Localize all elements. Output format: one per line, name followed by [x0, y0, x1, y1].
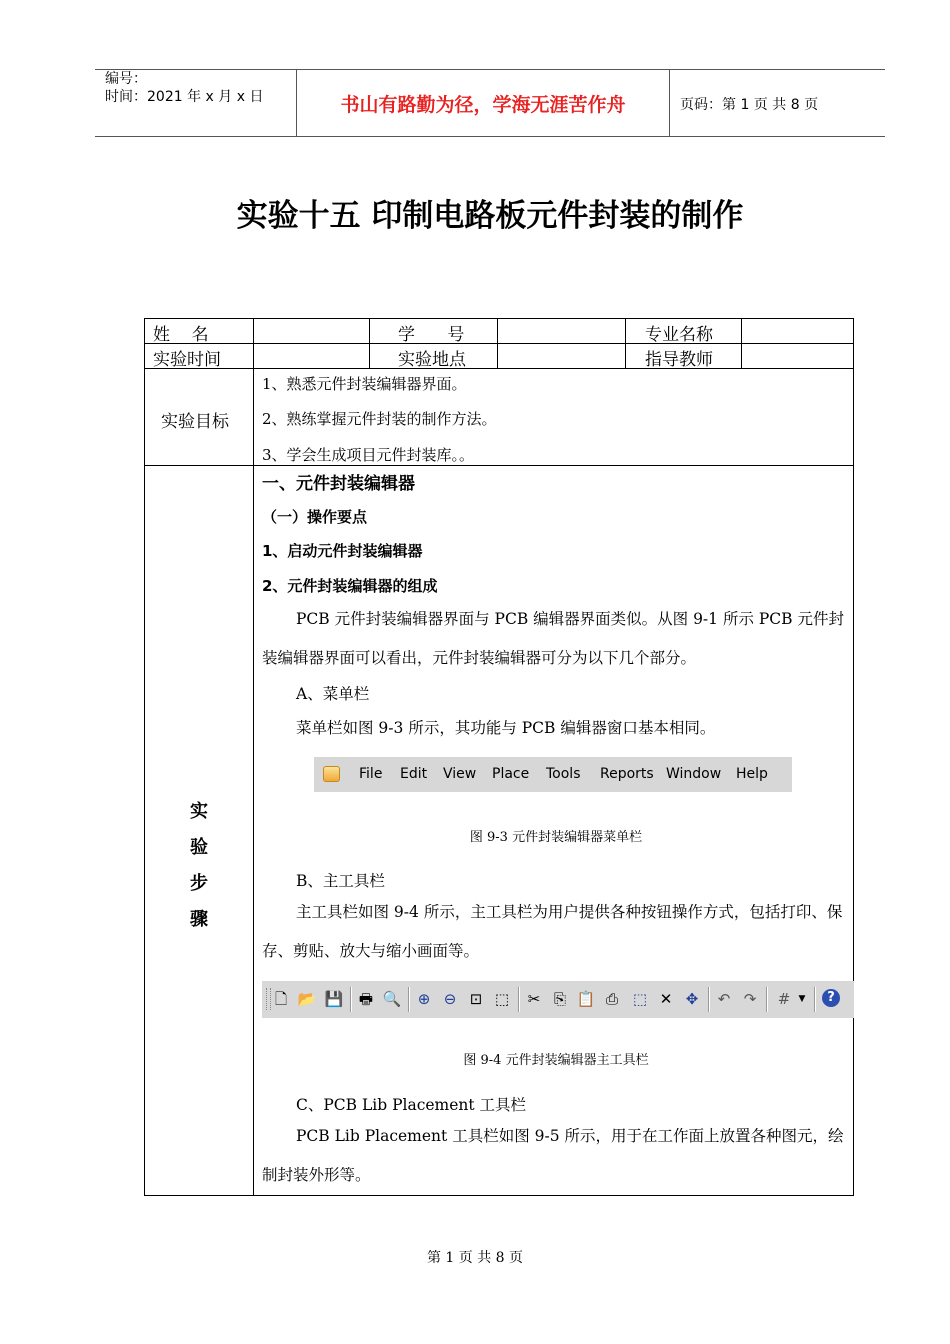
- open-icon[interactable]: 📂: [297, 990, 317, 1008]
- toolbar-separator: [408, 987, 410, 1012]
- placement-toolbar-description: PCB Lib Placement 工具栏如图 9-5 所示，用于在工作面上放置各种图元，绘制封装外形等。: [262, 1127, 844, 1184]
- step-heading: 2、元件封装编辑器的组成: [262, 577, 438, 595]
- redo-icon[interactable]: ↷: [743, 990, 757, 1008]
- goal-label: 实验目标: [161, 412, 229, 432]
- header-divider: [296, 69, 297, 136]
- toolbar-description: 主工具栏如图 9-4 所示，主工具栏为用户提供各种按钮操作方式，包括打印、保存、剪贴、放大与缩小画面等。: [262, 903, 843, 960]
- figure-caption: 图 9-3 元件封装编辑器菜单栏: [469, 830, 643, 845]
- name-label: 姓 名: [153, 325, 209, 345]
- header-meta: [105, 70, 263, 106]
- table-col-rule: [625, 318, 626, 368]
- copy-icon[interactable]: ⎘: [553, 990, 566, 1008]
- zoom-out-icon[interactable]: ⊖: [443, 990, 457, 1008]
- help-icon[interactable]: ?: [822, 989, 840, 1007]
- menu-window[interactable]: Window: [666, 766, 722, 782]
- table-row-rule: [144, 343, 854, 344]
- grid-icon[interactable]: #: [777, 990, 791, 1008]
- header-bottom-rule: [95, 136, 885, 137]
- steps-label-char: 骤: [190, 909, 208, 930]
- teacher-label: 指导教师: [645, 350, 713, 370]
- placement-toolbar-heading: C、PCB Lib Placement 工具栏: [296, 1096, 527, 1114]
- zoom-area-icon[interactable]: ⬚: [494, 990, 510, 1008]
- place-label: 实验地点: [398, 350, 466, 370]
- toolbar-separator: [814, 987, 816, 1012]
- section-heading: 一、元件封装编辑器: [262, 474, 415, 494]
- document-title: 实验十五 印制电路板元件封装的制作: [236, 198, 744, 234]
- student-no-label: 学 号: [398, 325, 465, 345]
- time-label: 实验时间: [153, 350, 221, 370]
- step-heading: 1、启动元件封装编辑器: [262, 542, 423, 560]
- new-icon[interactable]: 🗋: [274, 990, 288, 1008]
- move-icon[interactable]: ✥: [685, 990, 699, 1008]
- save-icon[interactable]: 💾: [324, 990, 344, 1008]
- rubber-stamp-icon[interactable]: ⎙: [605, 990, 618, 1008]
- menu-reports[interactable]: Reports: [600, 766, 654, 782]
- toolbar-separator: [518, 987, 520, 1012]
- table-col-rule: [253, 318, 254, 1196]
- major-label: 专业名称: [645, 325, 713, 345]
- menubar-figure: [314, 757, 792, 792]
- table-col-rule: [369, 318, 370, 368]
- menubar-description: 菜单栏如图 9-3 所示，其功能与 PCB 编辑器窗口基本相同。: [296, 719, 716, 737]
- zoom-in-icon[interactable]: ⊕: [417, 990, 431, 1008]
- menu-place[interactable]: Place: [492, 766, 530, 782]
- serial-label: 编号：: [105, 71, 147, 87]
- print-icon[interactable]: 🖶: [358, 990, 374, 1008]
- goal-item: 2、熟练掌握元件封装的制作方法。: [262, 410, 497, 428]
- intro-paragraph: PCB 元件封装编辑器界面与 PCB 编辑器界面类似。从图 9-1 所示 PCB 元件封装编辑器界面可以看出，元件封装编辑器可分为以下几个部分。: [262, 610, 844, 667]
- page-footer: 第 1 页 共 8 页: [426, 1250, 524, 1266]
- table-col-rule: [497, 318, 498, 368]
- menubar-heading: A、菜单栏: [296, 685, 370, 703]
- goal-item: 3、学会生成项目元件封装库。。: [262, 446, 475, 464]
- toolbar-separator: [350, 987, 352, 1012]
- steps-label-char: 步: [190, 873, 208, 894]
- menu-help[interactable]: Help: [736, 766, 768, 782]
- table-row-rule: [144, 465, 854, 466]
- main-toolbar-figure: [262, 981, 854, 1018]
- menu-tools[interactable]: Tools: [546, 766, 581, 782]
- steps-label-char: 验: [190, 837, 208, 858]
- menu-view[interactable]: View: [443, 766, 477, 782]
- deselect-icon[interactable]: ✕: [659, 990, 673, 1008]
- toolbar-heading: B、主工具栏: [296, 872, 385, 890]
- undo-icon[interactable]: ↶: [717, 990, 731, 1008]
- table-col-rule: [741, 318, 742, 368]
- subsection-heading: （一）操作要点: [262, 508, 368, 526]
- cut-icon[interactable]: ✂: [527, 990, 541, 1008]
- toolbar-separator: [766, 987, 768, 1012]
- goal-item: 1、熟悉元件封装编辑器界面。: [262, 375, 467, 393]
- figure-caption: 图 9-4 元件封装编辑器主工具栏: [463, 1053, 649, 1068]
- table-row-rule: [144, 368, 854, 369]
- toolbar-separator: [708, 987, 710, 1012]
- header-divider: [669, 69, 670, 136]
- time-label: 时间：2021 年 x 月 x 日: [105, 89, 264, 105]
- zoom-fit-icon[interactable]: ⊡: [469, 990, 483, 1008]
- paste-icon[interactable]: 📋: [576, 990, 596, 1008]
- header-page-info: 页码：第 1 页 共 8 页: [680, 97, 819, 113]
- print-preview-icon[interactable]: 🔍: [382, 990, 402, 1008]
- select-icon[interactable]: ⬚: [632, 990, 648, 1008]
- header-motto: 书山有路勤为径，学海无涯苦作舟: [340, 94, 626, 116]
- document-menu-icon: [323, 766, 340, 782]
- steps-label-char: 实: [190, 801, 208, 822]
- menu-file[interactable]: File: [359, 766, 383, 782]
- menu-edit[interactable]: Edit: [400, 766, 428, 782]
- grid-dropdown-icon[interactable]: ▼: [798, 994, 806, 1004]
